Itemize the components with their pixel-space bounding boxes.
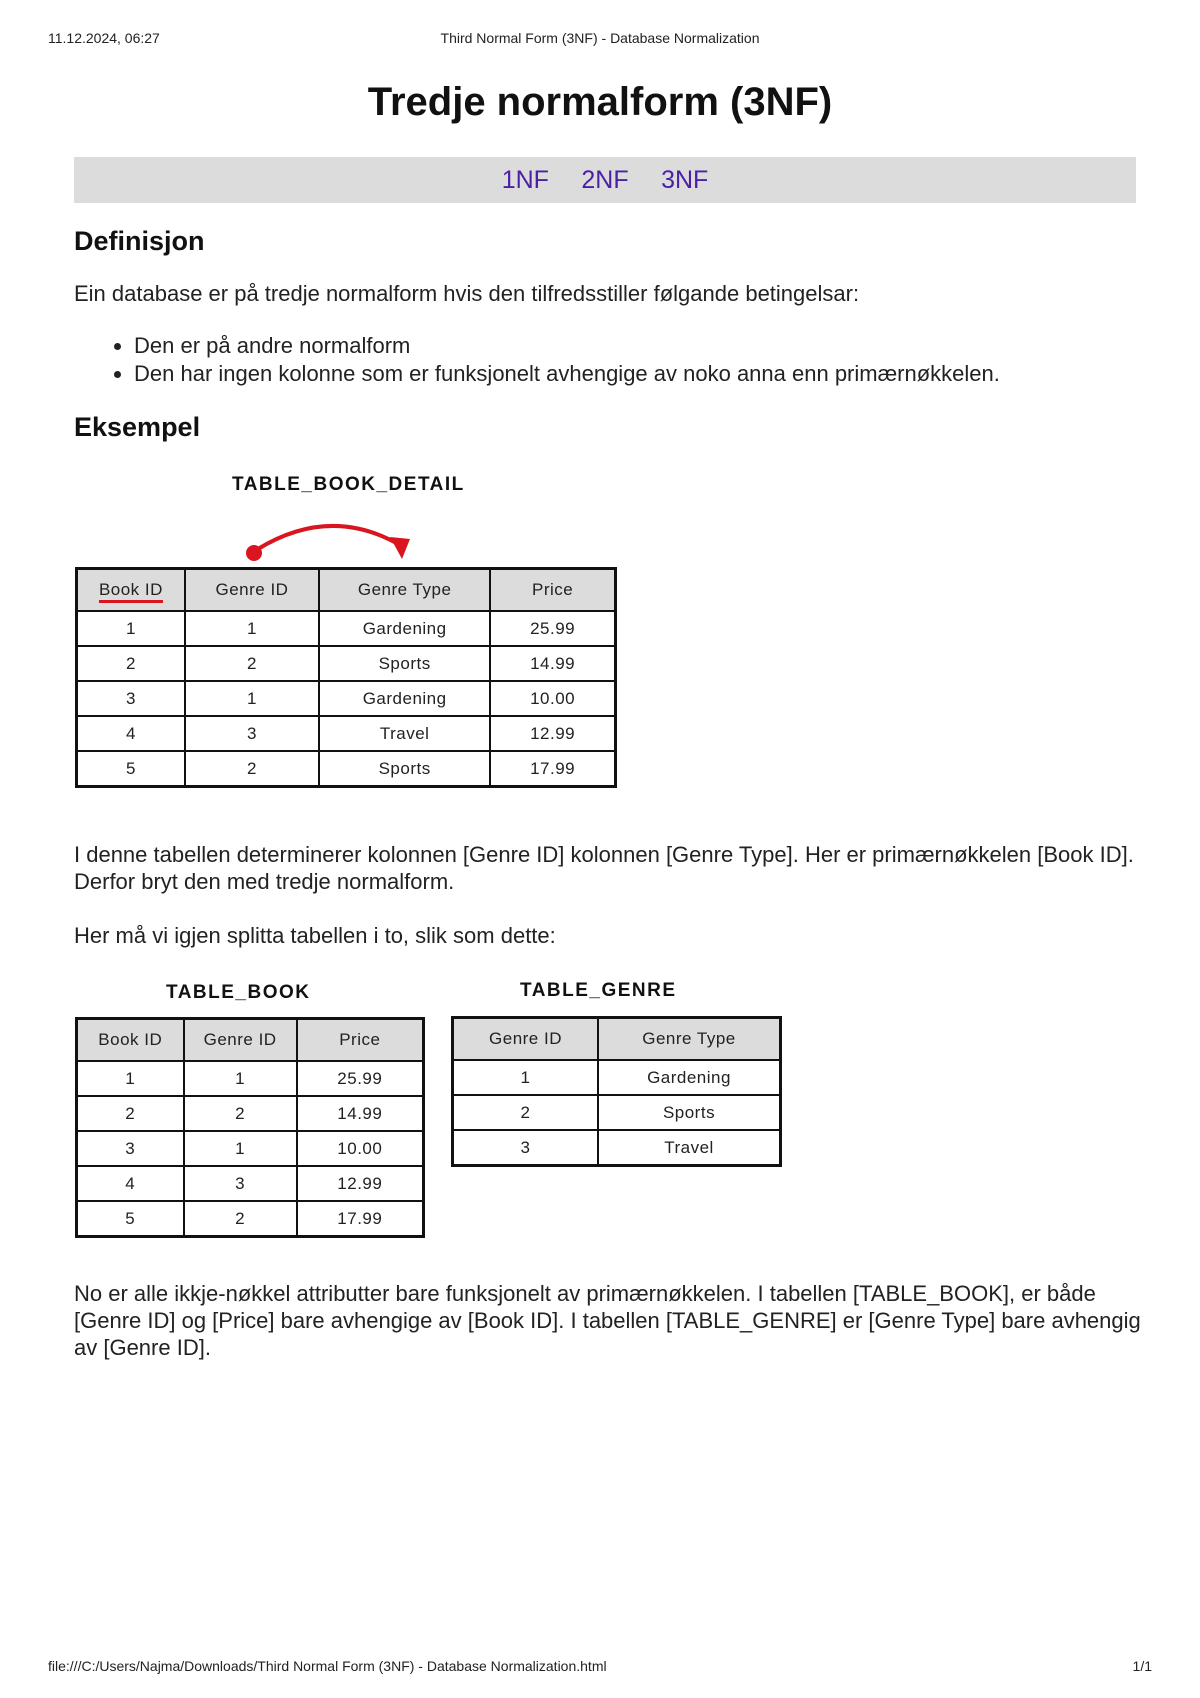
table-cell: Travel bbox=[319, 716, 490, 751]
nav-link-3nf[interactable]: 3NF bbox=[661, 166, 709, 194]
table-cell: 3 bbox=[77, 1131, 184, 1166]
table-cell: 3 bbox=[184, 1166, 297, 1201]
normal-form-nav bbox=[74, 157, 1136, 203]
table-cell: 12.99 bbox=[490, 716, 615, 751]
table-cell: 3 bbox=[77, 681, 185, 716]
table-cell: Sports bbox=[598, 1095, 780, 1130]
table-cell: 5 bbox=[77, 1201, 184, 1237]
table-row bbox=[77, 1166, 424, 1201]
column-header: Genre ID bbox=[185, 569, 319, 612]
column-header: Genre ID bbox=[453, 1018, 599, 1061]
table-row bbox=[77, 751, 616, 787]
table-row bbox=[77, 1096, 424, 1131]
table-cell: 1 bbox=[184, 1061, 297, 1096]
table-cell: 2 bbox=[184, 1201, 297, 1237]
table-row bbox=[453, 1095, 781, 1130]
condition-item: • Den er på andre normalform bbox=[134, 332, 1000, 360]
column-header: Genre Type bbox=[598, 1018, 780, 1061]
condition-item: • Den har ingen kolonne som er funksjonelt avhengige av noko anna enn primærnøkkelen. bbox=[134, 360, 1000, 388]
split-intro-text: Her må vi igjen splitta tabellen i to, slik som dette: bbox=[74, 923, 556, 948]
table-cell: 1 bbox=[453, 1060, 599, 1095]
column-header: Price bbox=[297, 1019, 424, 1062]
table-cell: 1 bbox=[77, 1061, 184, 1096]
table-row bbox=[453, 1060, 781, 1095]
nav-link-2nf[interactable]: 2NF bbox=[581, 166, 629, 194]
print-url: file:///C:/Users/Najma/Downloads/Third Normal Form (3NF) - Database Normalization.html bbox=[48, 1658, 607, 1674]
table-cell: 14.99 bbox=[490, 646, 615, 681]
table-cell: 2 bbox=[77, 1096, 184, 1131]
table-cell: 1 bbox=[185, 681, 319, 716]
print-header bbox=[48, 30, 1152, 50]
condition-list bbox=[74, 332, 1000, 388]
dependency-arrow-icon bbox=[230, 515, 430, 565]
table-cell: 4 bbox=[77, 716, 185, 751]
table-row bbox=[77, 681, 616, 716]
table-cell: 12.99 bbox=[297, 1166, 424, 1201]
table-cell: Sports bbox=[319, 646, 490, 681]
table-cell: Gardening bbox=[319, 611, 490, 646]
table-cell: 25.99 bbox=[490, 611, 615, 646]
table-cell: 14.99 bbox=[297, 1096, 424, 1131]
table-cell: 1 bbox=[184, 1131, 297, 1166]
table-cell: Sports bbox=[319, 751, 490, 787]
column-header: Book ID bbox=[77, 1019, 184, 1062]
column-header: Price bbox=[490, 569, 615, 612]
table-cell: 3 bbox=[185, 716, 319, 751]
table-cell: 17.99 bbox=[297, 1201, 424, 1237]
page-title: Tredje normalform (3NF) bbox=[367, 80, 833, 124]
table-genre bbox=[451, 1016, 782, 1167]
print-document-title: Third Normal Form (3NF) - Database Normalization bbox=[440, 30, 760, 46]
primary-key-label: Book ID bbox=[99, 580, 163, 603]
conclusion-text: No er alle ikkje-nøkkel attributter bare funksjonelt av primærnøkkelen. I tabellen [TABLE_BOOK], er både [Genre ID] og [Price] bare avhengige av [Book ID]. I tabellen [TABLE_GENRE] er [Genre Type] bare avhengig av [Genre ID]. bbox=[74, 1281, 1141, 1360]
nav-link-1nf[interactable]: 1NF bbox=[501, 166, 549, 194]
explanation-text: I denne tabellen determinerer kolonnen [Genre ID] kolonnen [Genre Type]. Her er primærnøkkelen [Book ID]. Derfor bryt den med tredje normalform. bbox=[74, 842, 1134, 894]
table-cell: 10.00 bbox=[490, 681, 615, 716]
table-cell: 4 bbox=[77, 1166, 184, 1201]
definition-intro: Ein database er på tredje normalform hvis den tilfredsstiller følgande betingelsar: bbox=[74, 281, 860, 306]
table-genre-title: TABLE_GENRE bbox=[520, 980, 677, 1001]
table-cell: 2 bbox=[77, 646, 185, 681]
print-timestamp: 11.12.2024, 06:27 bbox=[48, 30, 160, 46]
table-row bbox=[77, 611, 616, 646]
table-book-detail bbox=[75, 567, 617, 788]
table-row bbox=[453, 1130, 781, 1166]
table-cell: 10.00 bbox=[297, 1131, 424, 1166]
table-row bbox=[77, 1131, 424, 1166]
table-cell: 17.99 bbox=[490, 751, 615, 787]
table-cell: 1 bbox=[77, 611, 185, 646]
table-row bbox=[77, 1201, 424, 1237]
table-cell: Gardening bbox=[319, 681, 490, 716]
table-row bbox=[77, 1061, 424, 1096]
table-cell: 2 bbox=[184, 1096, 297, 1131]
table-cell: 1 bbox=[185, 611, 319, 646]
example-heading: Eksempel bbox=[74, 412, 201, 442]
print-page-number: 1/1 bbox=[1132, 1658, 1152, 1674]
table-row bbox=[77, 716, 616, 751]
column-header: Genre Type bbox=[319, 569, 490, 612]
table-book-detail-title: TABLE_BOOK_DETAIL bbox=[232, 474, 465, 495]
definition-heading: Definisjon bbox=[74, 226, 205, 256]
table-cell: Travel bbox=[598, 1130, 780, 1166]
table-row bbox=[77, 646, 616, 681]
print-footer bbox=[48, 1658, 1152, 1678]
table-cell: 25.99 bbox=[297, 1061, 424, 1096]
table-book-title: TABLE_BOOK bbox=[166, 982, 311, 1003]
table-cell: 2 bbox=[185, 751, 319, 787]
table-cell: 3 bbox=[453, 1130, 599, 1166]
table-cell: Gardening bbox=[598, 1060, 780, 1095]
table-cell: 5 bbox=[77, 751, 185, 787]
column-header-book-id bbox=[77, 569, 185, 612]
table-cell: 2 bbox=[185, 646, 319, 681]
column-header: Genre ID bbox=[184, 1019, 297, 1062]
table-book bbox=[75, 1017, 425, 1238]
table-cell: 2 bbox=[453, 1095, 599, 1130]
